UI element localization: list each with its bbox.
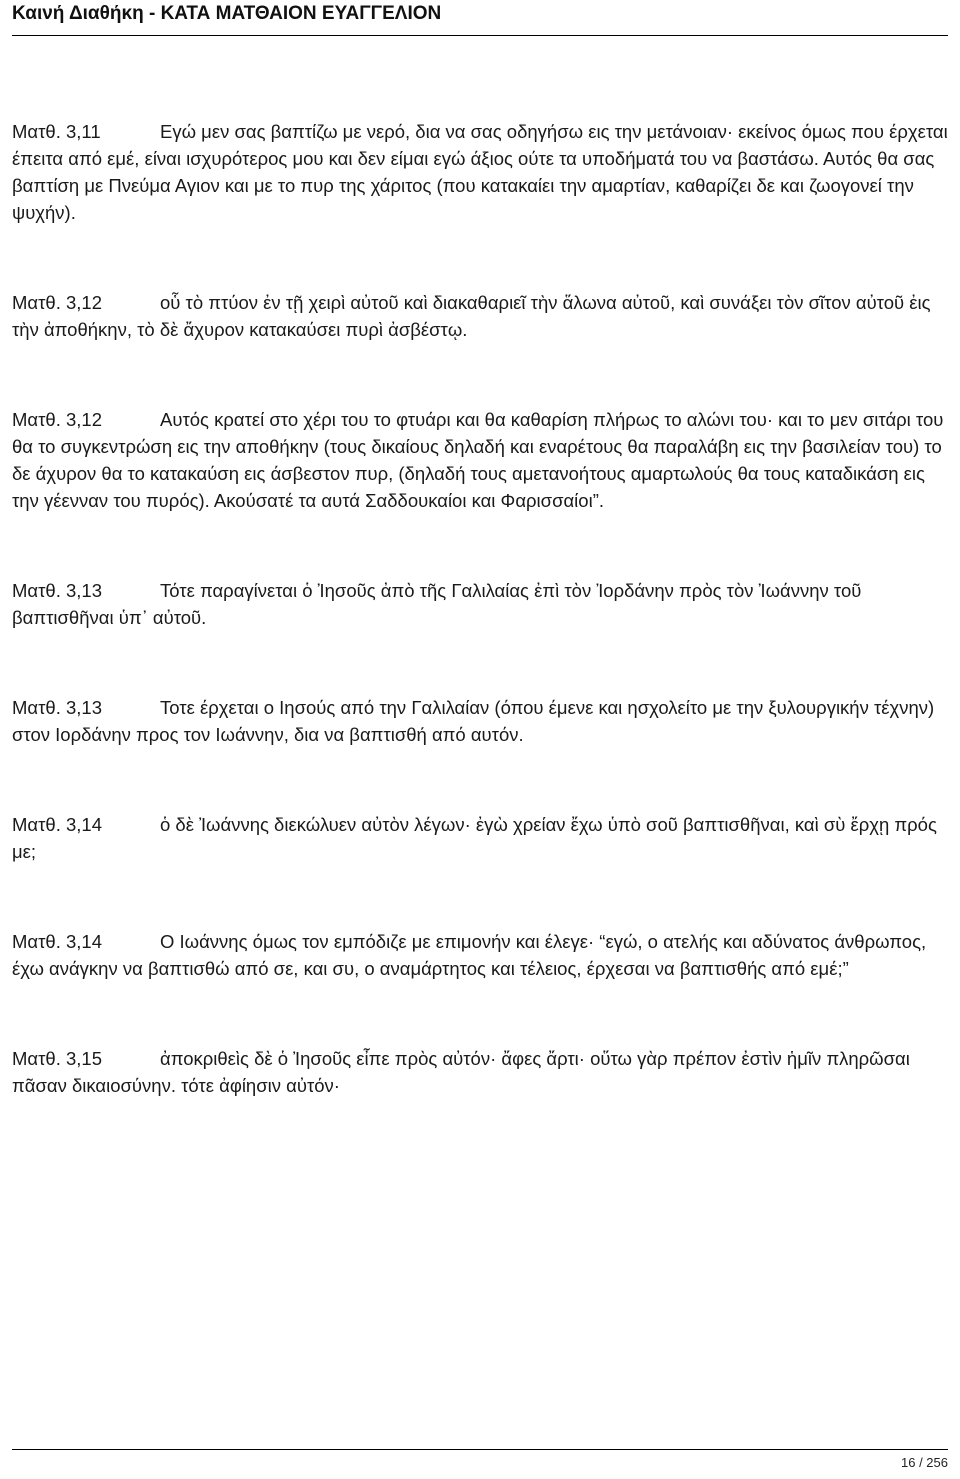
verse-paragraph	[12, 811, 952, 865]
verse-paragraph	[12, 406, 952, 514]
verse-text: Ο Ιωάννης όμως τον εμπόδιζε με επιμονήν και έλεγε· “εγώ, ο ατελής και αδύνατος άνθρωπος, έχω ανάγκην να βαπτισθώ από σε, και συ, ο αναμάρτητος και τέλειος, έρχεσαι να βαπτισθής από εμέ;”	[12, 931, 927, 979]
verse-text: Αυτός κρατεί στο χέρι του το φτυάρι και θα καθαρίση πλήρως το αλώνι του· και το μεν σιτάρι του θα το συγκεντρώση εις την αποθήκην (τους δικαίους δηλαδή και εναρέτους θα παραλάβη εις την βασιλείαν του) το δε άχυρον θα το κατακαύση εις άσβεστον πυρ, (δηλαδή τους αμετανοήτους αμαρτωλούς θα τους καταδικάση εις την γέενναν του πυρός). Ακούσατέ τα αυτά Σαδδουκαίοι και Φαρισσαίοι”.	[12, 409, 944, 511]
verse-paragraph	[12, 1045, 952, 1099]
header-divider	[12, 35, 948, 36]
verse-paragraph	[12, 577, 952, 631]
verse-reference: Ματθ. 3,13	[12, 580, 102, 601]
verse-reference: Ματθ. 3,12	[12, 409, 102, 430]
verse-text: Τότε παραγίνεται ὁ Ἰησοῦς ἀπὸ τῆς Γαλιλαίας ἐπὶ τὸν Ἰορδάνην πρὸς τὸν Ἰωάννην τοῦ βαπτισθῆναι ὑπ᾿ αὐτοῦ.	[12, 580, 862, 628]
verse-reference: Ματθ. 3,14	[12, 814, 102, 835]
verse-paragraph	[12, 118, 952, 226]
verse-paragraph	[12, 928, 952, 982]
document-title: Καινή Διαθήκη - ΚΑΤΑ ΜΑΤΘΑΙΟΝ ΕΥΑΓΓΕΛΙΟΝ	[12, 3, 442, 24]
verse-reference: Ματθ. 3,15	[12, 1048, 102, 1069]
verse-reference: Ματθ. 3,14	[12, 931, 102, 952]
verse-text: Τοτε έρχεται ο Ιησούς από την Γαλιλαίαν (όπου έμενε και ησχολείτο με την ξυλουργικήν τέχνην) στον Ιορδάνην προς τον Ιωάννην, δια να βαπτισθή από αυτόν.	[12, 697, 935, 745]
page-number: 16 / 256	[901, 1455, 948, 1470]
verse-paragraph	[12, 289, 952, 343]
verse-reference: Ματθ. 3,12	[12, 292, 102, 313]
verse-text: ὁ δὲ Ἰωάννης διεκώλυεν αὐτὸν λέγων· ἐγὼ χρείαν ἔχω ὑπὸ σοῦ βαπτισθῆναι, καὶ σὺ ἔρχῃ πρός με;	[12, 814, 937, 862]
verse-list	[12, 118, 952, 1099]
verse-text: ἀποκριθεὶς δὲ ὁ Ἰησοῦς εἶπε πρὸς αὐτόν· ἄφες ἄρτι· οὕτω γὰρ πρέπον ἐστὶν ἡμῖν πληρῶσαι πᾶσαν δικαιοσύνην. τότε ἀφίησιν αὐτόν·	[12, 1048, 910, 1096]
footer-divider	[12, 1449, 948, 1450]
verse-paragraph	[12, 694, 952, 748]
verse-reference: Ματθ. 3,11	[12, 121, 101, 142]
verse-text: οὗ τὸ πτύον ἐν τῇ χειρὶ αὐτοῦ καὶ διακαθαριεῖ τὴν ἅλωνα αὐτοῦ, καὶ συνάξει τὸν σῖτον αὐτοῦ ἐις τὴν ἀποθήκην, τὸ δὲ ἄχυρον κατακαύσει πυρὶ ἀσβέστῳ.	[12, 292, 931, 340]
verse-reference: Ματθ. 3,13	[12, 697, 102, 718]
verse-text: Εγώ μεν σας βαπτίζω με νερό, δια να σας οδηγήσω εις την μετάνοιαν· εκείνος όμως που έρχεται έπειτα από εμέ, είναι ισχυρότερος μου και δεν είμαι εγώ άξιος ούτε τα υποδήματά του να βαστάσω. Αυτός θα σας βαπτίση με Πνεύμα Αγιον και με το πυρ της χάριτος (που κατακαίει την αμαρτίαν, καθαρίζει δε και ζωογονεί την ψυχήν).	[12, 121, 948, 223]
